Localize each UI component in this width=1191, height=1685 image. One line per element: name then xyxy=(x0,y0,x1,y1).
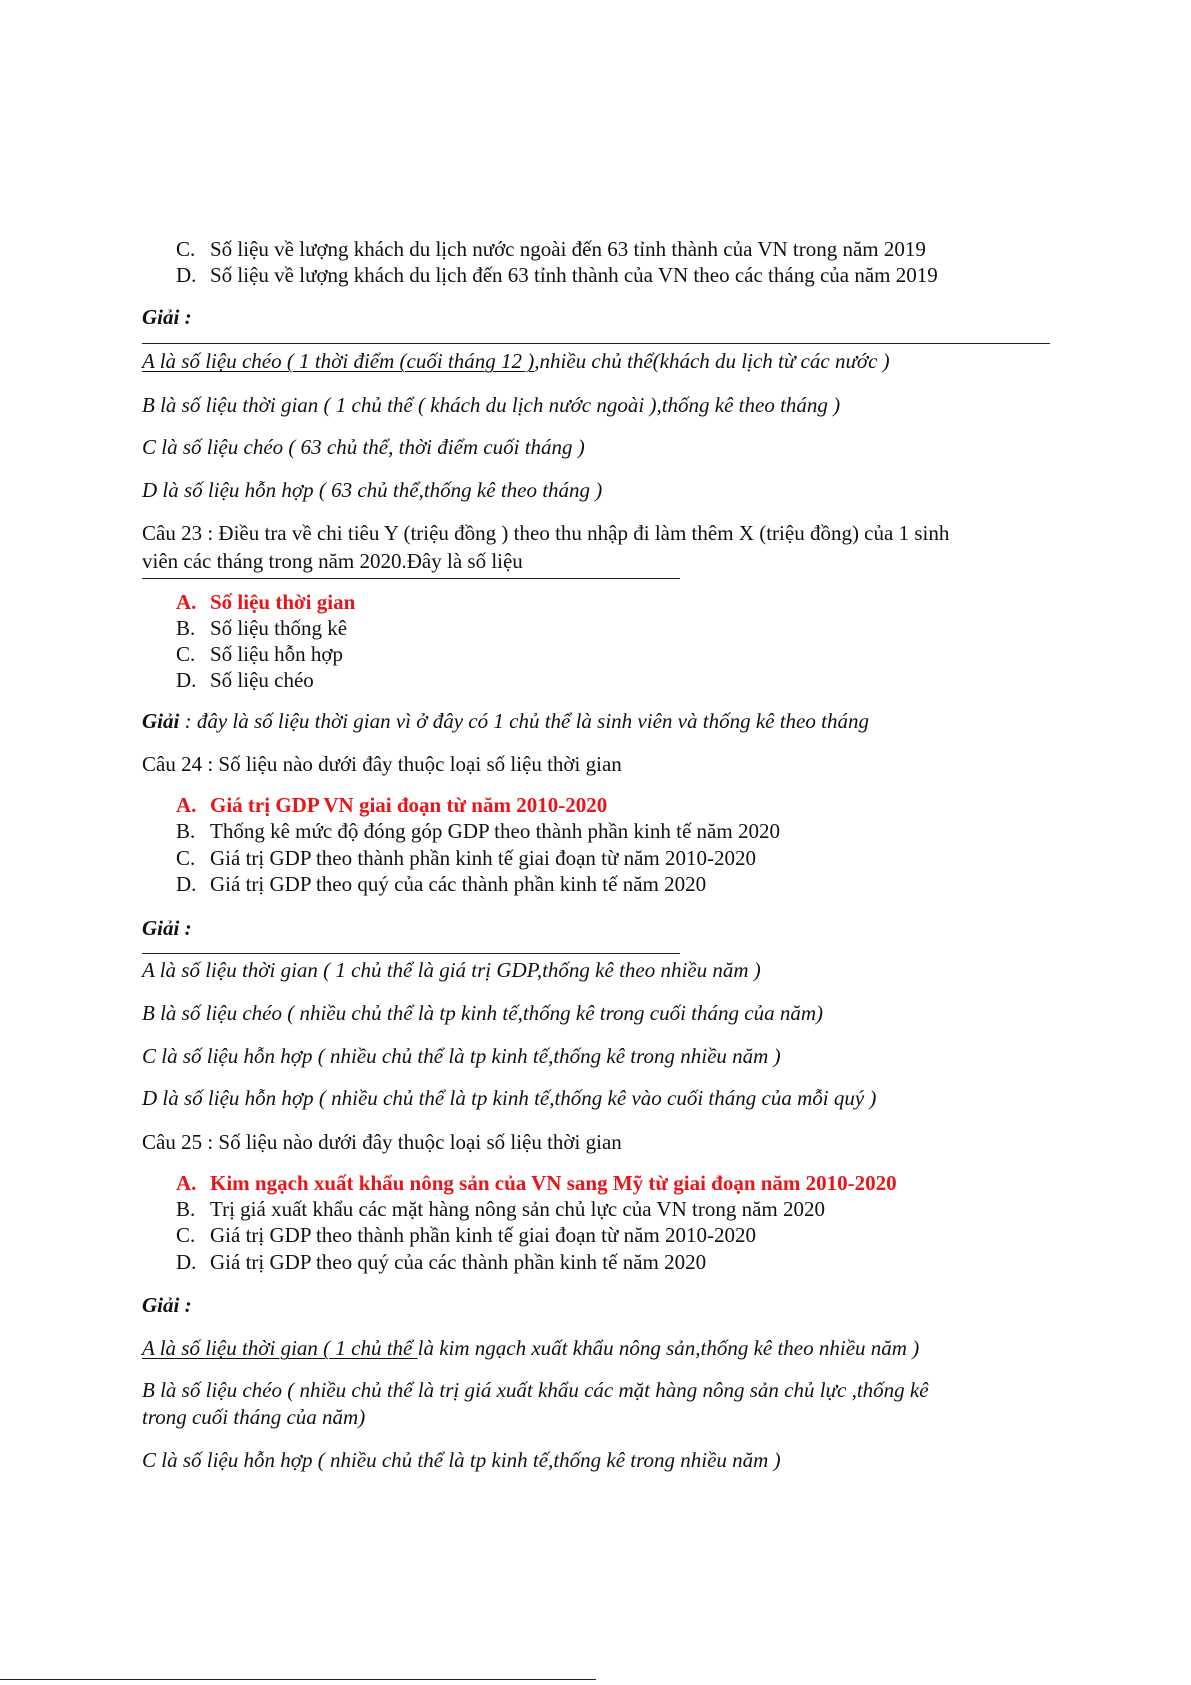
q23-question-line2: viên các tháng trong năm 2020.Đây là số liệu xyxy=(142,549,523,573)
q24-explanation-a: A là số liệu thời gian ( 1 chủ thể là giá trị GDP,thống kê theo nhiều năm ) xyxy=(142,958,761,982)
q25-explanation-a: A là số liệu thời gian ( 1 chủ thể là kim ngạch xuất khẩu nông sản,thống kê theo nhiều năm ) xyxy=(142,1336,920,1360)
q24-option-a: A. Giá trị GDP VN giai đoạn từ năm 2010-2020 xyxy=(176,793,608,817)
q25-option-b: B. Trị giá xuất khẩu các mặt hàng nông sản chủ lực của VN trong năm 2020 xyxy=(176,1197,825,1221)
q24-explanation-c: C là số liệu hỗn hợp ( nhiều chủ thể là tp kinh tế,thống kê trong nhiều năm ) xyxy=(142,1044,781,1068)
divider xyxy=(142,578,680,579)
q24-question: Câu 24 : Số liệu nào dưới đây thuộc loại số liệu thời gian xyxy=(142,752,622,776)
q24-option-c: C. Giá trị GDP theo thành phần kinh tế giai đoạn từ năm 2010-2020 xyxy=(176,846,757,870)
q25-option-c: C. Giá trị GDP theo thành phần kinh tế giai đoạn từ năm 2010-2020 xyxy=(176,1223,757,1247)
q25-explanation-b-line1: B là số liệu chéo ( nhiều chủ thể là trị giá xuất khẩu các mặt hàng nông sản chủ lực ,thống kê xyxy=(142,1378,929,1402)
q23-question-line1: Câu 23 : Điều tra về chi tiêu Y (triệu đồng ) theo thu nhập đi làm thêm X (triệu đồng) của 1 sinh xyxy=(142,521,950,545)
footer-divider xyxy=(0,1679,596,1680)
q25-explanation-b-line2: trong cuối tháng của năm) xyxy=(142,1405,366,1429)
q24-explanation-d: D là số liệu hỗn hợp ( nhiều chủ thể là tp kinh tế,thống kê vào cuối tháng của mỗi quý ) xyxy=(142,1086,877,1110)
q23-option-c: C. Số liệu hỗn hợp xyxy=(176,642,344,666)
q22-explanation-c: C là số liệu chéo ( 63 chủ thể, thời điểm cuối tháng ) xyxy=(142,435,585,459)
q25-question: Câu 25 : Số liệu nào dưới đây thuộc loại số liệu thời gian xyxy=(142,1130,622,1154)
q25-giai-label: Giải : xyxy=(142,1293,192,1317)
q22-explanation-a: A là số liệu chéo ( 1 thời điểm (cuối tháng 12 ),nhiều chủ thể(khách du lịch từ các nước ) xyxy=(142,349,890,373)
q24-giai-label: Giải : xyxy=(142,916,192,940)
q25-option-d: D. Giá trị GDP theo quý của các thành phần kinh tế năm 2020 xyxy=(176,1250,707,1274)
q24-option-b: B. Thống kê mức độ đóng góp GDP theo thành phần kinh tế năm 2020 xyxy=(176,819,780,843)
q24-explanation-b: B là số liệu chéo ( nhiều chủ thể là tp kinh tế,thống kê trong cuối tháng của năm) xyxy=(142,1001,823,1025)
q22-option-c: C. Số liệu về lượng khách du lịch nước ngoài đến 63 tỉnh thành của VN trong năm 2019 xyxy=(176,237,926,261)
q23-giai: Giải : đây là số liệu thời gian vì ở đây có 1 chủ thể là sinh viên và thống kê theo tháng xyxy=(142,709,869,733)
q22-giai-label: Giải : xyxy=(142,305,192,329)
q22-option-d: D. Số liệu về lượng khách du lịch đến 63 tỉnh thành của VN theo các tháng của năm 2019 xyxy=(176,263,938,287)
q22-explanation-d: D là số liệu hỗn hợp ( 63 chủ thể,thống kê theo tháng ) xyxy=(142,478,603,502)
divider xyxy=(142,343,1050,344)
q23-option-a: A. Số liệu thời gian xyxy=(176,590,356,614)
q22-explanation-b: B là số liệu thời gian ( 1 chủ thể ( khách du lịch nước ngoài ),thống kê theo tháng ) xyxy=(142,393,841,417)
q23-option-b: B. Số liệu thống kê xyxy=(176,616,348,640)
q23-option-d: D. Số liệu chéo xyxy=(176,668,314,692)
q24-option-d: D. Giá trị GDP theo quý của các thành phần kinh tế năm 2020 xyxy=(176,872,707,896)
q25-explanation-c: C là số liệu hỗn hợp ( nhiều chủ thể là tp kinh tế,thống kê trong nhiều năm ) xyxy=(142,1448,781,1472)
q25-option-a: A. Kim ngạch xuất khẩu nông sản của VN sang Mỹ từ giai đoạn năm 2010-2020 xyxy=(176,1171,897,1195)
divider xyxy=(142,953,680,954)
